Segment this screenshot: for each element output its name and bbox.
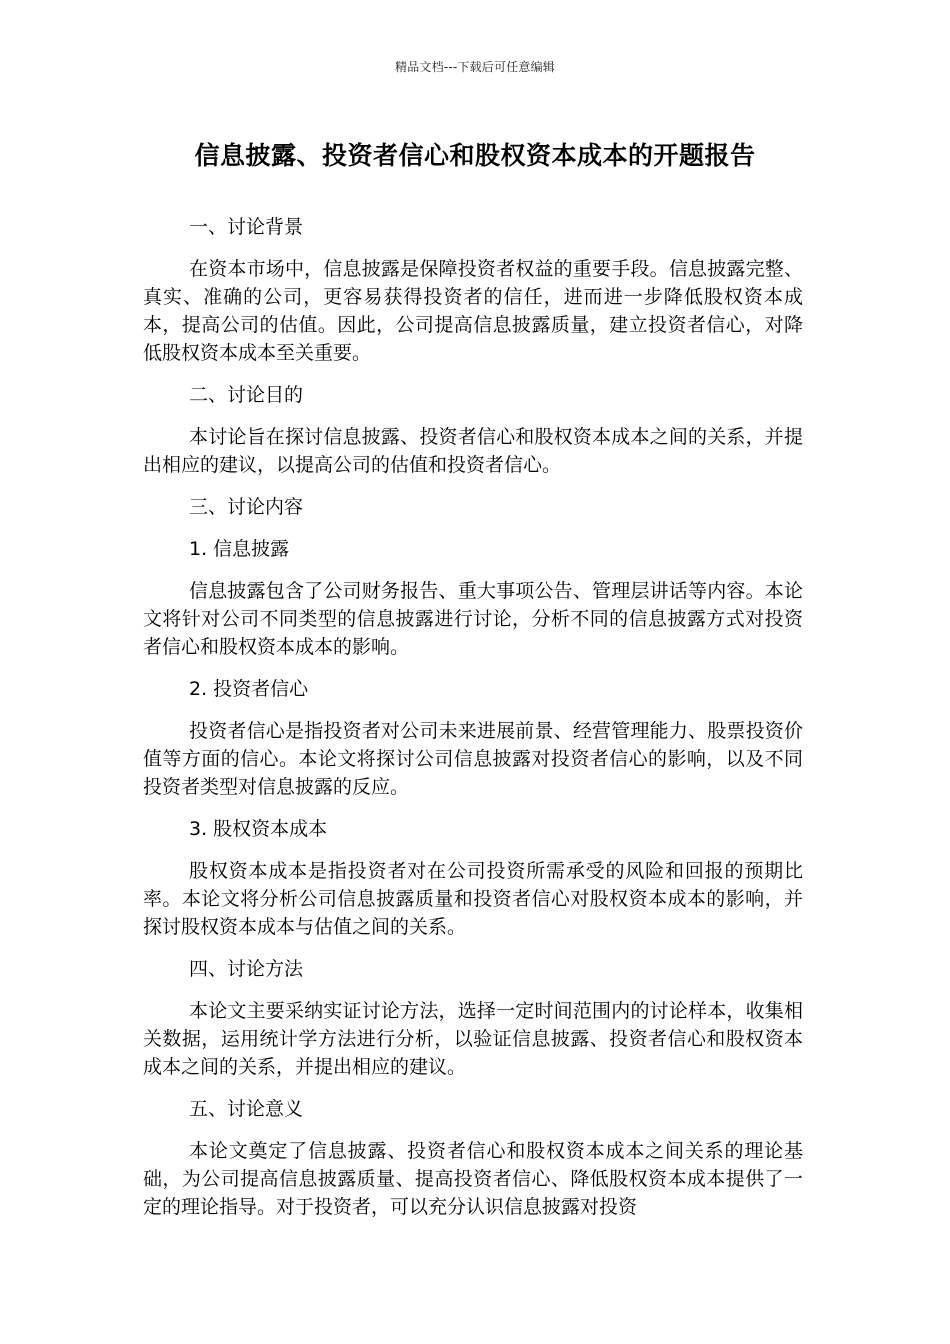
section-heading-method: 四、讨论方法 [189, 958, 304, 980]
paragraph-confidence: 投资者信心是指投资者对公司未来进展前景、经营管理能力、股票投资价值等方面的信心。本论文将探讨公司信息披露对投资者信心的影响，以及不同投资者类型对信息披露的反应。 [143, 720, 803, 798]
page-header-note: 精品文档---下载后可任意编辑 [395, 60, 555, 74]
subsection-heading-disclosure: 1. 信息披露 [189, 538, 290, 560]
paragraph-background: 在资本市场中，信息披露是保障投资者权益的重要手段。信息披露完整、真实、准确的公司，更容易获得投资者的信任，进而进一步降低股权资本成本，提高公司的估值。因此，公司提高信息披露质量，建立投资者信心，对降低股权资本成本至关重要。 [143, 258, 803, 364]
document-body [143, 213, 803, 1235]
section-heading-significance: 五、讨论意义 [189, 1098, 304, 1120]
subsection-heading-cost-of-equity: 3. 股权资本成本 [189, 818, 328, 840]
paragraph-significance: 本论文奠定了信息披露、投资者信心和股权资本成本之间关系的理论基础，为公司提高信息披露质量、提高投资者信心、降低股权资本成本提供了一定的理论指导。对于投资者，可以充分认识信息披露对投资 [143, 1140, 803, 1218]
document-title: 信息披露、投资者信心和股权资本成本的开题报告 [194, 141, 756, 170]
paragraph-disclosure: 信息披露包含了公司财务报告、重大事项公告、管理层讲话等内容。本论文将针对公司不同类型的信息披露进行讨论，分析不同的信息披露方式对投资者信心和股权资本成本的影响。 [143, 580, 803, 658]
section-heading-purpose: 二、讨论目的 [189, 384, 304, 406]
paragraph-cost-of-equity: 股权资本成本是指投资者对在公司投资所需承受的风险和回报的预期比率。本论文将分析公司信息披露质量和投资者信心对股权资本成本的影响，并探讨股权资本成本与估值之间的关系。 [143, 860, 803, 938]
section-heading-background: 一、讨论背景 [189, 216, 304, 238]
subsection-heading-confidence: 2. 投资者信心 [189, 678, 309, 700]
paragraph-purpose: 本讨论旨在探讨信息披露、投资者信心和股权资本成本之间的关系，并提出相应的建议，以提高公司的估值和投资者信心。 [143, 426, 803, 476]
section-heading-content: 三、讨论内容 [189, 496, 304, 518]
paragraph-method: 本论文主要采纳实证讨论方法，选择一定时间范围内的讨论样本，收集相关数据，运用统计学方法进行分析，以验证信息披露、投资者信心和股权资本成本之间的关系，并提出相应的建议。 [143, 1000, 803, 1078]
